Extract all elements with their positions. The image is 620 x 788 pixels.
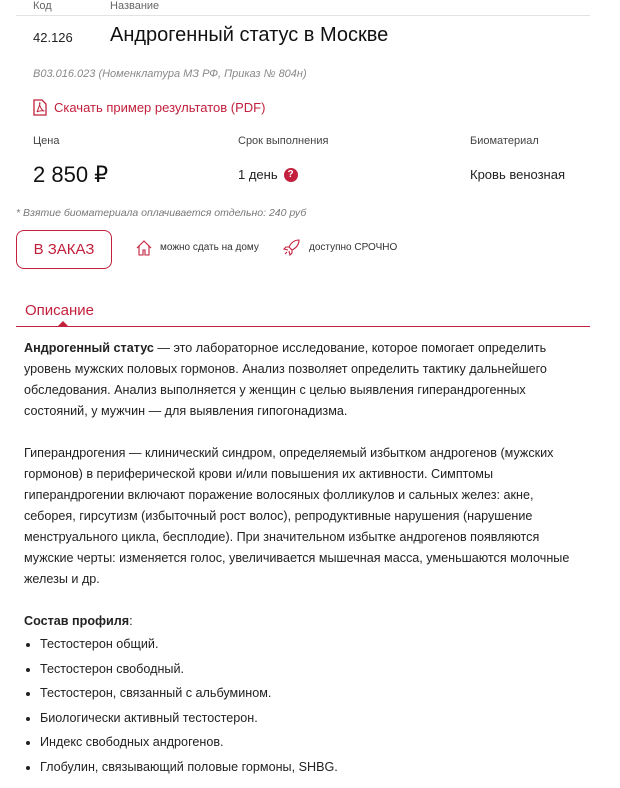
profile-list xyxy=(24,632,584,779)
list-item: • Индекс свободных андрогенов. xyxy=(40,730,584,755)
divider xyxy=(16,15,590,16)
list-item: • Тестостерон, связанный с альбумином. xyxy=(40,681,584,706)
home-icon xyxy=(135,239,153,257)
price-label: Цена xyxy=(33,135,60,147)
download-pdf-link[interactable] xyxy=(33,99,265,116)
profile-colon: : xyxy=(129,614,133,628)
item-code: 42.126 xyxy=(33,30,73,45)
biomaterial-label: Биоматериал xyxy=(470,135,539,147)
item-title: Андрогенный статус в Москве xyxy=(110,24,389,46)
help-icon[interactable]: ? xyxy=(284,168,298,182)
biomaterial-note: * Взятие биоматериала оплачивается отдельно: 240 руб xyxy=(16,207,307,219)
nomenclature: B03.016.023 (Номенклатура МЗ РФ, Приказ № 804н) xyxy=(33,68,307,80)
add-to-order-button[interactable]: В ЗАКАЗ xyxy=(16,230,112,269)
profile-heading xyxy=(24,611,584,632)
list-item: • Тестостерон свободный. xyxy=(40,657,584,682)
pdf-icon xyxy=(33,99,47,116)
price-value: 2 850 ₽ xyxy=(33,162,109,187)
biomaterial-value: Кровь венозная xyxy=(470,167,565,182)
list-item: • Тестостерон общий. xyxy=(40,632,584,657)
term-label: Срок выполнения xyxy=(238,135,329,147)
description-intro xyxy=(24,338,584,422)
description-body xyxy=(24,338,584,779)
rocket-icon xyxy=(283,238,301,256)
home-collection-label: можно сдать на дому xyxy=(160,242,259,253)
intro-bold: Андрогенный статус xyxy=(24,341,154,355)
description-hyperandrogenism: Гиперандрогения — клинический синдром, определяемый избытком андрогенов (мужских гормонов) в периферической крови и/или повышения их активности. Симптомы гиперандрогении включают поражение волосяных фолликулов и сальных желез: акне, себорея, гирсутизм (избыточный рост волос), репродуктивные нарушения (нарушение менструального цикла, бесплодие). При значительном избытке андрогенов появляются мужские черты: изменяется голос, увеличивается мышечная масса, уменьшаются молочные железы и др. xyxy=(24,446,570,586)
term-value: 1 день xyxy=(238,167,278,182)
active-tab-indicator xyxy=(57,321,69,327)
profile-title: Состав профиля xyxy=(24,614,130,628)
tab-description[interactable]: Описание xyxy=(25,302,95,319)
tab-underline xyxy=(16,326,590,327)
download-pdf-label: Скачать пример результатов (PDF) xyxy=(54,100,266,115)
list-item: • Глобулин, связывающий половые гормоны, SHBG. xyxy=(40,755,584,780)
list-item: • Биологически активный тестостерон. xyxy=(40,706,584,731)
code-column-header: Код xyxy=(33,0,52,12)
intro-text: — это лабораторное исследование, которое помогает определить уровень мужских половых гормонов. Анализ позволяет определить тактику дальнейшего обследования. Анализ выполняется у женщин с целью выявления гиперандрогенных состояний, у мужчин — для выявления гипогонадизма. xyxy=(24,341,547,418)
urgent-label: доступно СРОЧНО xyxy=(309,242,398,253)
name-column-header: Название xyxy=(110,0,160,12)
